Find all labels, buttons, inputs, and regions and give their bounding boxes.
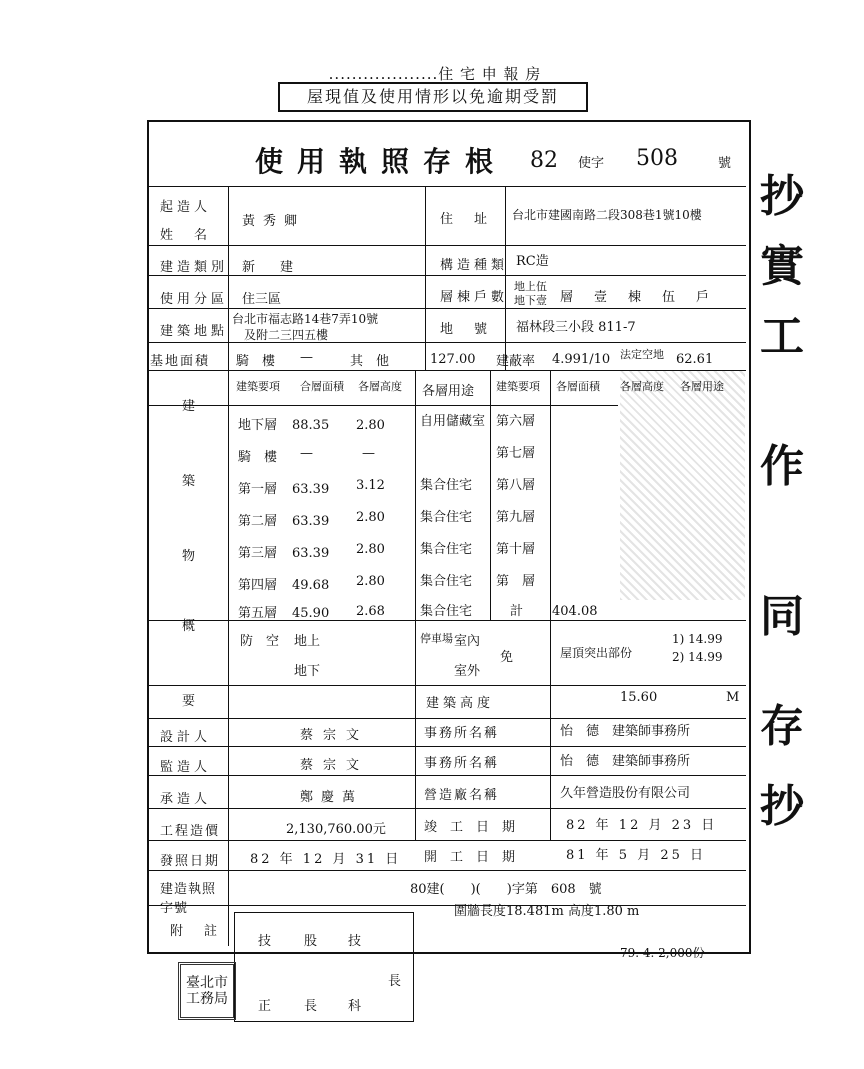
arcade-value: — — [300, 350, 313, 365]
height-label: 建築高度 — [426, 696, 495, 711]
label-wu: 物 — [182, 549, 200, 564]
margin-char: 作 — [760, 441, 804, 492]
floors-text: 層 壹 棟 伍 戶 — [560, 290, 714, 305]
approval-char: 技 — [348, 934, 362, 949]
other-value: 127.00 — [430, 352, 476, 367]
height-value: 15.60 — [620, 690, 658, 705]
coverage-label: 建蔽率 — [496, 354, 536, 369]
official-seal: 臺北市工務局 — [178, 962, 236, 1020]
floor-name: 第四層 — [238, 578, 278, 593]
supervisor-office: 怡 德 建築師事務所 — [560, 754, 691, 769]
floor-name: 第五層 — [238, 606, 278, 621]
floor-header-2: 合層面積 — [300, 380, 344, 393]
floor-name: 第二層 — [238, 514, 278, 529]
margin-char: 抄 — [760, 781, 804, 832]
floor-area: 88.35 — [292, 418, 330, 433]
label-yao: 要 — [182, 694, 200, 709]
permit-type: 使字 — [578, 156, 605, 171]
margin-char: 工 — [760, 311, 804, 362]
legal-label: 法定空地 — [620, 348, 664, 361]
approval-char: 正 — [258, 999, 272, 1014]
floor-use: 集合住宅 — [420, 604, 473, 619]
address: 台北市建國南路二段308巷1號10樓 — [512, 208, 702, 222]
area-label: 基地面積 — [150, 354, 211, 369]
floor-height: — — [362, 446, 375, 461]
floor-header-5: 建築要項 — [496, 380, 540, 393]
build-type-label: 建造類別 — [160, 260, 229, 275]
floor-area: 45.90 — [292, 606, 330, 621]
notice-line1: ...................住 宅 申 報 房 — [328, 65, 542, 83]
floor-area: 63.39 — [292, 482, 330, 497]
shelter-label: 防 空 — [240, 634, 280, 649]
floor-use: 集合住宅 — [420, 510, 473, 525]
floor-header-1: 建築要項 — [236, 380, 280, 393]
label-jian: 建 — [182, 399, 200, 414]
margin-char: 實 — [760, 241, 804, 292]
issue-date: 82 年 12 月 31 日 — [250, 852, 402, 867]
free-label: 免 — [500, 650, 514, 665]
floor-height: 2.80 — [356, 510, 385, 525]
issue-label: 發照日期 — [160, 854, 221, 869]
floor-right: 第 層 — [496, 574, 536, 589]
address-label: 住 址 — [440, 212, 492, 227]
roof-label: 屋頂突出部份 — [560, 646, 633, 660]
shelter-above: 地上 — [294, 634, 321, 649]
floor-header-4: 各層用途 — [422, 384, 475, 399]
zone-label: 使用分區 — [160, 292, 229, 307]
floor-height: 2.68 — [356, 604, 385, 619]
coverage-value: 4.991/10 — [552, 352, 611, 367]
site-address-1: 台北市福志路14巷7弄10號 — [232, 312, 379, 326]
lot-number: 福林段三小段 811-7 — [516, 320, 636, 335]
notice-line2: 屋現值及使用情形以免逾期受罰 — [278, 82, 588, 112]
margin-char: 抄 — [760, 171, 804, 222]
designer-label: 設計人 — [160, 730, 212, 745]
structure-label: 構造種類 — [440, 258, 509, 273]
completion-label: 竣 工 日 期 — [424, 820, 516, 835]
floor-use: 集合住宅 — [420, 542, 473, 557]
start-date: 81 年 5 月 25 日 — [566, 848, 707, 863]
floor-height: 2.80 — [356, 542, 385, 557]
permit-ref: 80建( )( )字第 608 號 — [410, 882, 602, 897]
floor-use: 集合住宅 — [420, 574, 473, 589]
floor-area: 49.68 — [292, 578, 330, 593]
floor-area: — — [300, 446, 313, 461]
start-label: 開 工 日 期 — [424, 850, 516, 865]
cost-label: 工程造價 — [160, 824, 221, 839]
designer-office: 怡 德 建築師事務所 — [560, 724, 691, 739]
applicant-label-2: 姓 名 — [160, 228, 212, 243]
floor-right: 第八層 — [496, 478, 536, 493]
site-address-2: 及附二三四五樓 — [244, 328, 329, 342]
floor-use: 集合住宅 — [420, 478, 473, 493]
contractor-firm-label: 營造廠名稱 — [424, 788, 500, 803]
lot-label: 地 號 — [440, 322, 492, 337]
wall-note: 圍牆長度18.481m 高度1.80 m — [454, 904, 640, 919]
legal-value: 62.61 — [676, 352, 714, 367]
floor-area: 63.39 — [292, 514, 330, 529]
floor-right: 第十層 — [496, 542, 536, 557]
floor-right: 第九層 — [496, 510, 536, 525]
permit-number: 508 — [636, 146, 678, 171]
remark-label: 附 註 — [170, 924, 222, 939]
zone: 住三區 — [242, 292, 282, 307]
hatched-area — [620, 370, 745, 600]
height-unit: M — [726, 690, 740, 705]
floor-height: 2.80 — [356, 574, 385, 589]
roof-1: 1) 14.99 — [672, 632, 723, 646]
floor-name: 騎 樓 — [238, 450, 278, 465]
floor-name: 地下層 — [238, 418, 278, 433]
applicant-label-1: 起造人 — [160, 200, 212, 215]
floor-header-7: 各層高度 — [620, 380, 664, 393]
margin-char: 存 — [760, 701, 804, 752]
floor-name: 第三層 — [238, 546, 278, 561]
form-title: 使用執照存根 — [255, 145, 508, 178]
supervisor-office-label: 事務所名稱 — [424, 756, 500, 771]
approval-char: 技 — [258, 934, 272, 949]
applicant-name: 黃秀卿 — [242, 214, 306, 229]
number-suffix: 號 — [718, 156, 732, 171]
permit-label: 建造執照字號 — [160, 882, 217, 916]
designer-office-label: 事務所名稱 — [424, 726, 500, 741]
floors-label: 層棟戶數 — [440, 290, 509, 305]
approval-char: 長 — [388, 974, 402, 989]
year: 82 — [530, 148, 558, 173]
total-value: 404.08 — [552, 604, 598, 619]
floor-area: 63.39 — [292, 546, 330, 561]
parking-label: 停車場 — [420, 632, 453, 645]
floor-header-3: 各層高度 — [358, 380, 402, 393]
margin-char: 同 — [760, 591, 804, 642]
approval-char: 長 — [304, 999, 318, 1014]
floor-right: 第六層 — [496, 414, 536, 429]
structure: RC造 — [516, 254, 549, 269]
contractor-firm: 久年營造股份有限公司 — [560, 786, 691, 801]
floor-header-6: 各層面積 — [556, 380, 600, 393]
designer-name: 蔡宗文 — [300, 728, 370, 743]
parking-outdoor: 室外 — [454, 664, 481, 679]
floor-right: 第七層 — [496, 446, 536, 461]
arcade-label: 騎 樓 — [236, 354, 276, 369]
completion-date: 82 年 12 月 23 日 — [566, 818, 718, 833]
label-gai: 概 — [182, 619, 200, 634]
floors-above: 地上伍 — [514, 280, 547, 293]
roof-2: 2) 14.99 — [672, 650, 723, 664]
shelter-below: 地下 — [294, 664, 321, 679]
parking-indoor: 室內 — [454, 634, 481, 649]
other-label: 其 他 — [350, 354, 390, 369]
floor-header-8: 各層用途 — [680, 380, 724, 393]
total-label: 計 — [510, 604, 524, 619]
contractor-label: 承造人 — [160, 792, 212, 807]
form-print-note: 79. 4. 2,000份 — [620, 946, 705, 960]
site-label: 建築地點 — [160, 324, 229, 339]
build-type: 新 建 — [242, 260, 300, 275]
floors-below: 地下壹 — [514, 294, 547, 307]
floor-height: 2.80 — [356, 418, 385, 433]
cost-value: 2,130,760.00元 — [286, 822, 386, 837]
contractor-name: 鄭慶萬 — [300, 790, 364, 805]
label-zhu: 築 — [182, 474, 200, 489]
floor-use: 自用儲藏室 — [420, 414, 486, 429]
supervisor-label: 監造人 — [160, 760, 212, 775]
approval-char: 股 — [304, 934, 318, 949]
approval-char: 科 — [348, 999, 362, 1014]
floor-height: 3.12 — [356, 478, 385, 493]
supervisor-name: 蔡宗文 — [300, 758, 370, 773]
floor-name: 第一層 — [238, 482, 278, 497]
